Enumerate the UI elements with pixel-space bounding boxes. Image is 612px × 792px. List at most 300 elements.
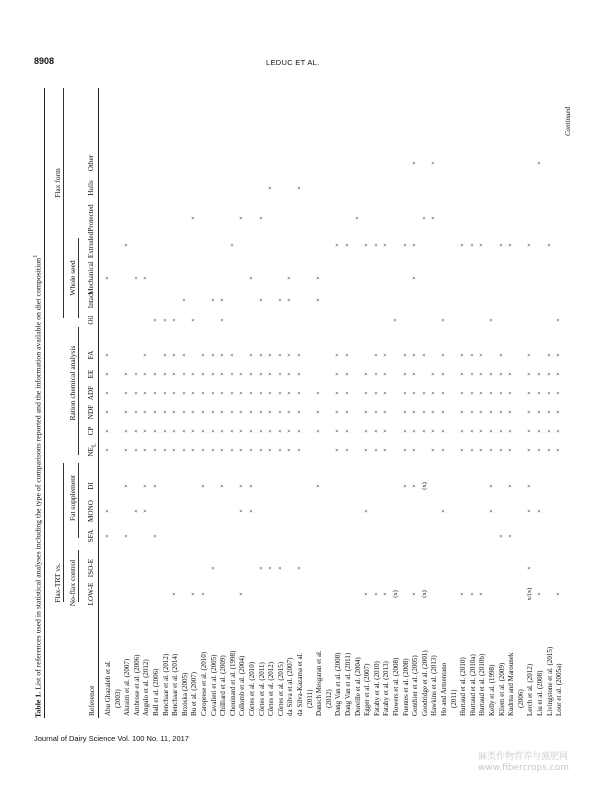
table-cell-nel: × [430,448,438,452]
table-cell-nel: × [555,448,563,452]
table-cell-di: × [219,484,227,488]
table-cell-ndf: × [248,410,255,414]
reference-cell: (2006) [516,689,525,708]
table-cell-low-e: × [382,592,390,596]
table-cell-adf: × [190,391,198,395]
table-cell-cp: × [142,429,150,433]
table-cell-adf: × [142,391,150,395]
table-cell-ee: × [334,372,342,376]
table-cell-ee: × [238,372,246,376]
table-cell-mono: × [142,509,150,513]
table-cell-cp: × [180,429,188,433]
table-cell-cp: × [267,429,275,433]
table-cell-protected: × [420,216,428,220]
table-cell-nel: × [228,448,236,452]
table-cell-cp: × [459,429,467,433]
table-cell-fa: × [526,353,534,357]
table-cell-nel: × [507,448,515,452]
table-cell-fa: × [276,353,284,357]
table-cell-ee: × [545,372,553,376]
table-cell-fa: × [334,353,342,357]
group-flax-form: Flax form [53,168,62,198]
table-cell-ndf: × [488,410,495,414]
table-cell-extruded: × [228,243,236,247]
table-cell-ndf: × [507,410,515,414]
table-cell-ndf: × [526,410,534,414]
table-cell-adf: × [478,391,486,395]
reference-cell: Chouinard et al. (1998) [228,650,237,716]
page-number: 8908 [34,56,55,66]
table-cell-cp: × [555,429,563,433]
table-cell-adf: × [555,391,563,395]
table-cell-cp: × [382,429,390,433]
table-cell-cp: × [440,429,447,433]
table-cell-di: × [142,484,150,488]
table-cell-intact: × [257,298,265,302]
table-cell-ee: × [344,372,351,376]
table-cell-di: × [200,484,207,488]
table-cell-ee: × [440,372,447,376]
header-rule [98,88,99,718]
table-cell-oil: × [440,318,447,322]
table-cell-cp: × [488,429,495,433]
reference-cell: Kudrna and Marounek [507,652,516,716]
table-cell-fa: × [411,353,419,357]
table-cell-adf: × [507,391,515,395]
table-cell-adf: × [276,391,284,395]
table-cell-extruded: × [363,243,371,247]
table-cell-ndf: × [219,410,227,414]
table-cell-ee: × [363,372,371,376]
watermark-line-1: 麻类作物营养与施肥网 [478,752,569,762]
table-cell-nel: × [238,448,246,452]
reference-cell: Fatahy et al. (2010) [372,661,381,716]
table-cell-fa: × [478,353,486,357]
reference-cell: Gonthier et al. (2005) [411,655,420,716]
table-cell-cp: × [401,429,409,433]
reference-cell: Ho and Armentano [440,662,448,716]
table-cell-low-e: × [363,592,371,596]
table-cell-low-e: × [411,592,419,596]
reference-cell: Hurtaud et al. (2010b) [478,653,487,716]
table-cell-iso-e: × [526,566,534,570]
table-cell-adf: × [171,391,179,395]
rule-fat [78,463,79,538]
table-cell-ee: × [555,372,563,376]
table-cell-nel: × [296,448,303,452]
table-cell-ndf: × [209,410,217,414]
table-cell-adf: × [200,391,207,395]
table-cell-adf: × [420,391,428,395]
rule-flax-trt [63,463,64,602]
reference-cell: Angulo et al. (2012) [142,659,151,716]
table-cell-nel: × [478,448,486,452]
table-cell-ndf: × [401,410,409,414]
table-cell-nel: × [363,448,371,452]
table-cell-ee: × [190,372,198,376]
table-cell-ndf: × [497,410,505,414]
table-cell-di: × [411,484,419,488]
table-cell-adf: × [132,391,140,395]
table-cell-adf: × [219,391,227,395]
table-cell-ee: × [209,372,217,376]
table-cell-ee: × [104,372,111,376]
table-cell-oil: × [555,318,563,322]
table-cell-adf: × [238,391,246,395]
table-cell-adf: × [180,391,188,395]
table-cell-ndf: × [430,410,438,414]
watermark-line-2: www.fibercrops.com [478,763,569,774]
group-whole-seed: Whole seed [68,260,77,296]
table-cell-ndf: × [228,410,236,414]
table-cell-extruded: × [545,243,553,247]
table-cell-ee: × [123,372,131,376]
table-cell-low-e: × [372,592,380,596]
table-cell-intact: × [276,298,284,302]
table-cell-nel: × [161,448,169,452]
table-cell-extruded: × [478,243,486,247]
table-cell-di: (x) [420,482,428,490]
group-no-flax-control: No-flax control [68,559,77,607]
table-cell-ndf: × [344,410,351,414]
table-cell-adf: × [344,391,351,395]
table-cell-extruded: × [382,243,390,247]
table-cell-ndf: × [180,410,188,414]
table-cell-iso-e: × [276,566,284,570]
reference-cell: Loor et al. (2005a) [555,663,564,716]
table-cell-adf: × [382,391,390,395]
table-cell-nel: × [171,448,179,452]
table-cell-nel: × [142,448,150,452]
table-cell-fa: × [296,353,303,357]
table-cell-cp: × [363,429,371,433]
table-cell-ndf: × [200,410,207,414]
table-cell-cp: × [200,429,207,433]
rule-flax-form [63,88,64,318]
table-cell-cp: × [209,429,217,433]
rule-ration [78,327,79,455]
table-cell-nel: × [248,448,255,452]
reference-cell: Goodridge et al. (2001) [420,650,429,716]
table-cell-fa: × [180,353,188,357]
table-cell-cp: × [296,429,303,433]
column-header-adf: ADF [87,385,95,401]
table-cell-intact: × [219,298,227,302]
table-cell-iso-e: × [257,566,265,570]
table-cell-other: × [536,161,543,165]
table-cell-nel: × [497,448,505,452]
running-head: LEDUC ET AL. [266,58,320,67]
table-cell-ndf: × [104,410,111,414]
table-cell-sfa: × [152,534,159,538]
table-cell-sfa: × [104,534,111,538]
table-cell-other: × [411,161,419,165]
table-cell-low-e: (x) [420,590,428,598]
table-cell-low-e: × [200,592,207,596]
table-cell-mechanical: × [248,276,255,280]
table-cell-di: × [488,484,495,488]
table-cell-ndf: × [123,410,131,414]
table-cell-adf: × [401,391,409,395]
table-cell-ndf: × [296,410,303,414]
table-cell-cp: × [315,429,323,433]
table-cell-fa: × [248,353,255,357]
table-cell-mono: × [104,509,111,513]
table-cell-adf: × [267,391,275,395]
table-cell-cp: × [228,429,236,433]
table-cell-ndf: × [372,410,380,414]
table-cell-ndf: × [161,410,169,414]
table-cell-ndf: × [536,410,543,414]
table-cell-ee: × [219,372,227,376]
table-cell-nel: × [526,448,534,452]
table-cell-ee: × [286,372,294,376]
table-cell-nel: × [104,448,111,452]
table-cell-cp: × [420,429,428,433]
column-header-mono: MONO [87,500,95,522]
reference-cell: Côrtes et al. (2010) [248,661,256,716]
table-cell-adf: × [526,391,534,395]
table-cell-cp: × [536,429,543,433]
continued-label: Continued [564,106,572,136]
table-label: Table 1. [33,691,43,718]
table-cell-sfa: × [497,534,505,538]
table-cell-ee: × [248,372,255,376]
table-cell-nel: × [401,448,409,452]
table-cell-extruded: × [459,243,467,247]
table-cell-mechanical: × [315,276,323,280]
table-cell-ee: × [478,372,486,376]
table-cell-protected: × [257,216,265,220]
reference-cell: Ambrose et al. (2006) [132,654,141,716]
group-fat-supplement: Fat supplement [68,474,77,522]
reference-cell: Doreille et al. (2004) [353,657,362,716]
table-cell-ee: × [228,372,236,376]
table-cell-low-e: x/(x) [526,587,534,601]
table-cell-adf: × [440,391,447,395]
table-cell-ee: × [267,372,275,376]
table-cell-cp: × [248,429,255,433]
table-cell-fa: × [161,353,169,357]
table-cell-oil: × [392,318,399,322]
table-cell-extruded: × [123,243,131,247]
reference-cell: Côrtes et al. (2015) [276,661,285,716]
table-cell-ndf: × [411,410,419,414]
table-cell-ndf: × [142,410,150,414]
table-cell-adf: × [209,391,217,395]
table-caption-text: List of references used in statistical analyses including the type of comparisons reported and the information available on diet composition [33,257,43,690]
table-cell-fa: × [459,353,467,357]
table-cell-ndf: × [478,410,486,414]
table-cell-ee: × [180,372,188,376]
table-cell-mono: × [363,509,371,513]
table-cell-ndf: × [334,410,342,414]
column-header-ee: EE [87,369,95,379]
table-cell-intact: × [209,298,217,302]
table-cell-cp: × [497,429,505,433]
table-cell-ee: × [257,372,265,376]
table-cell-low-e: × [238,592,246,596]
table-cell-ee: × [536,372,543,376]
table-cell-cp: × [372,429,380,433]
table-cell-sfa: × [507,534,515,538]
table-1 [32,88,572,718]
group-flax-trt: Flax-TRT vs. [53,563,62,603]
table-cell-di: × [526,484,534,488]
table-cell-extruded: × [334,243,342,247]
table-cell-protected: × [430,216,438,220]
table-cell-mono: × [488,509,495,513]
table-cell-fa: × [545,353,553,357]
table-caption [32,78,43,718]
table-cell-di: × [507,484,515,488]
reference-cell: Flowers et al. (2008) [392,657,400,716]
table-cell-adf: × [536,391,543,395]
table-cell-fa: × [209,353,217,357]
column-header-protected: Protected [87,204,95,232]
table-cell-ee: × [507,372,515,376]
column-header-other: Other [87,154,95,172]
reference-cell: Benchaar et al. (2014) [171,653,180,716]
table-cell-mono: × [526,509,534,513]
table-cell-cp: × [526,429,534,433]
table-cell-hulls: × [267,186,275,190]
reference-cell: (2012) [324,689,333,708]
table-cell-adf: × [363,391,371,395]
reference-cell: Abu Ghazaleh et al. [104,660,112,716]
reference-cell: Caroprese et al. (2010) [200,651,208,716]
table-cell-nel: × [468,448,476,452]
table-cell-oil: × [190,318,198,322]
table-cell-adf: × [545,391,553,395]
table-cell-ee: × [526,372,534,376]
table-cell-adf: × [257,391,265,395]
table-cell-fa: × [382,353,390,357]
table-cell-extruded: × [497,243,505,247]
table-cell-fa: × [267,353,275,357]
table-cell-fa: × [344,353,351,357]
reference-cell: Dang Van et al. (2008) [334,652,343,716]
table-cell-protected: × [238,216,246,220]
table-cell-intact: × [315,298,323,302]
reference-cell: Dansch Mesgaran et al. [315,650,324,716]
table-cell-nel: × [382,448,390,452]
column-header-oil: Oil [87,315,95,325]
column-header-hulls: Hulls [87,180,95,196]
table-cell-fa: × [286,353,294,357]
top-rule [44,88,45,718]
table-cell-fa: × [468,353,476,357]
table-cell-ndf: × [171,410,179,414]
column-header-mechanical: Mechanical [87,261,95,295]
table-cell-ndf: × [545,410,553,414]
table-cell-fa: × [142,353,150,357]
table-cell-nel: × [536,448,543,452]
reference-cell: Bu et al. (2007) [190,672,199,716]
table-cell-oil: × [152,318,159,322]
table-cell-adf: × [228,391,236,395]
table-cell-extruded: × [526,243,534,247]
table-cell-ee: × [411,372,419,376]
table-cell-fa: × [104,353,111,357]
table-cell-adf: × [430,391,438,395]
table-cell-ee: × [152,372,159,376]
table-cell-di: × [315,484,323,488]
table-cell-ndf: × [152,410,159,414]
table-cell-adf: × [497,391,505,395]
reference-cell: Hurtaud et al. (2010a) [468,654,477,716]
table-cell-low-e: × [468,592,476,596]
table-cell-cp: × [286,429,294,433]
table-cell-oil: × [161,318,169,322]
reference-cell: Kelly et al. (1998) [488,664,496,716]
table-cell-ee: × [296,372,303,376]
reference-cell: Côrtes et al. (2011) [257,662,266,716]
table-cell-nel: × [267,448,275,452]
table-cell-extruded: × [411,243,419,247]
table-cell-other: × [430,161,438,165]
table-cell-sfa: × [123,534,131,538]
table-cell-cp: × [545,429,553,433]
table-cell-fa: × [420,353,428,357]
table-cell-fa: × [497,353,505,357]
table-cell-intact: × [286,298,294,302]
table-cell-iso-e: × [267,566,275,570]
table-cell-nel: × [372,448,380,452]
table-cell-fa: × [401,353,409,357]
watermark [478,752,569,775]
table-cell-di: × [238,484,246,488]
column-header-extruded: Extruded [87,231,95,259]
reference-header: Reference [87,685,96,716]
table-cell-nel: × [152,448,159,452]
table-cell-low-e: (x) [392,590,399,598]
table-cell-nel: × [123,448,131,452]
table-cell-nel: × [440,448,447,452]
table-cell-cp: × [430,429,438,433]
reference-cell: Lerch et al. (2012) [526,663,535,716]
table-cell-low-e: × [555,592,563,596]
table-cell-cp: × [123,429,131,433]
table-cell-protected: × [353,216,361,220]
table-cell-nel: × [276,448,284,452]
table-cell-mono: × [238,509,246,513]
table-cell-ee: × [497,372,505,376]
column-header-di: DI [87,482,95,490]
table-cell-ndf: × [420,410,428,414]
table-cell-adf: × [161,391,169,395]
table-cell-mechanical: × [142,276,150,280]
reference-cell: da Silva-Kazama et al. [296,652,304,716]
table-cell-ndf: × [286,410,294,414]
column-header-nel [87,443,97,456]
table-cell-cp: × [161,429,169,433]
table-cell-mono: × [440,509,447,513]
table-cell-ee: × [468,372,476,376]
table-cell-intact: × [180,298,188,302]
table-cell-ee: × [382,372,390,376]
table-cell-adf: × [488,391,495,395]
table-cell-nel: × [180,448,188,452]
table-cell-cp: × [411,429,419,433]
nel-subscript: L [91,443,98,448]
table-cell-nel: × [344,448,351,452]
column-header-intact: Intact [87,291,95,309]
table-cell-ndf: × [555,410,563,414]
table-cell-cp: × [132,429,140,433]
table-cell-nel: × [411,448,419,452]
reference-cell: Côrtes et al. (2012) [267,661,276,716]
